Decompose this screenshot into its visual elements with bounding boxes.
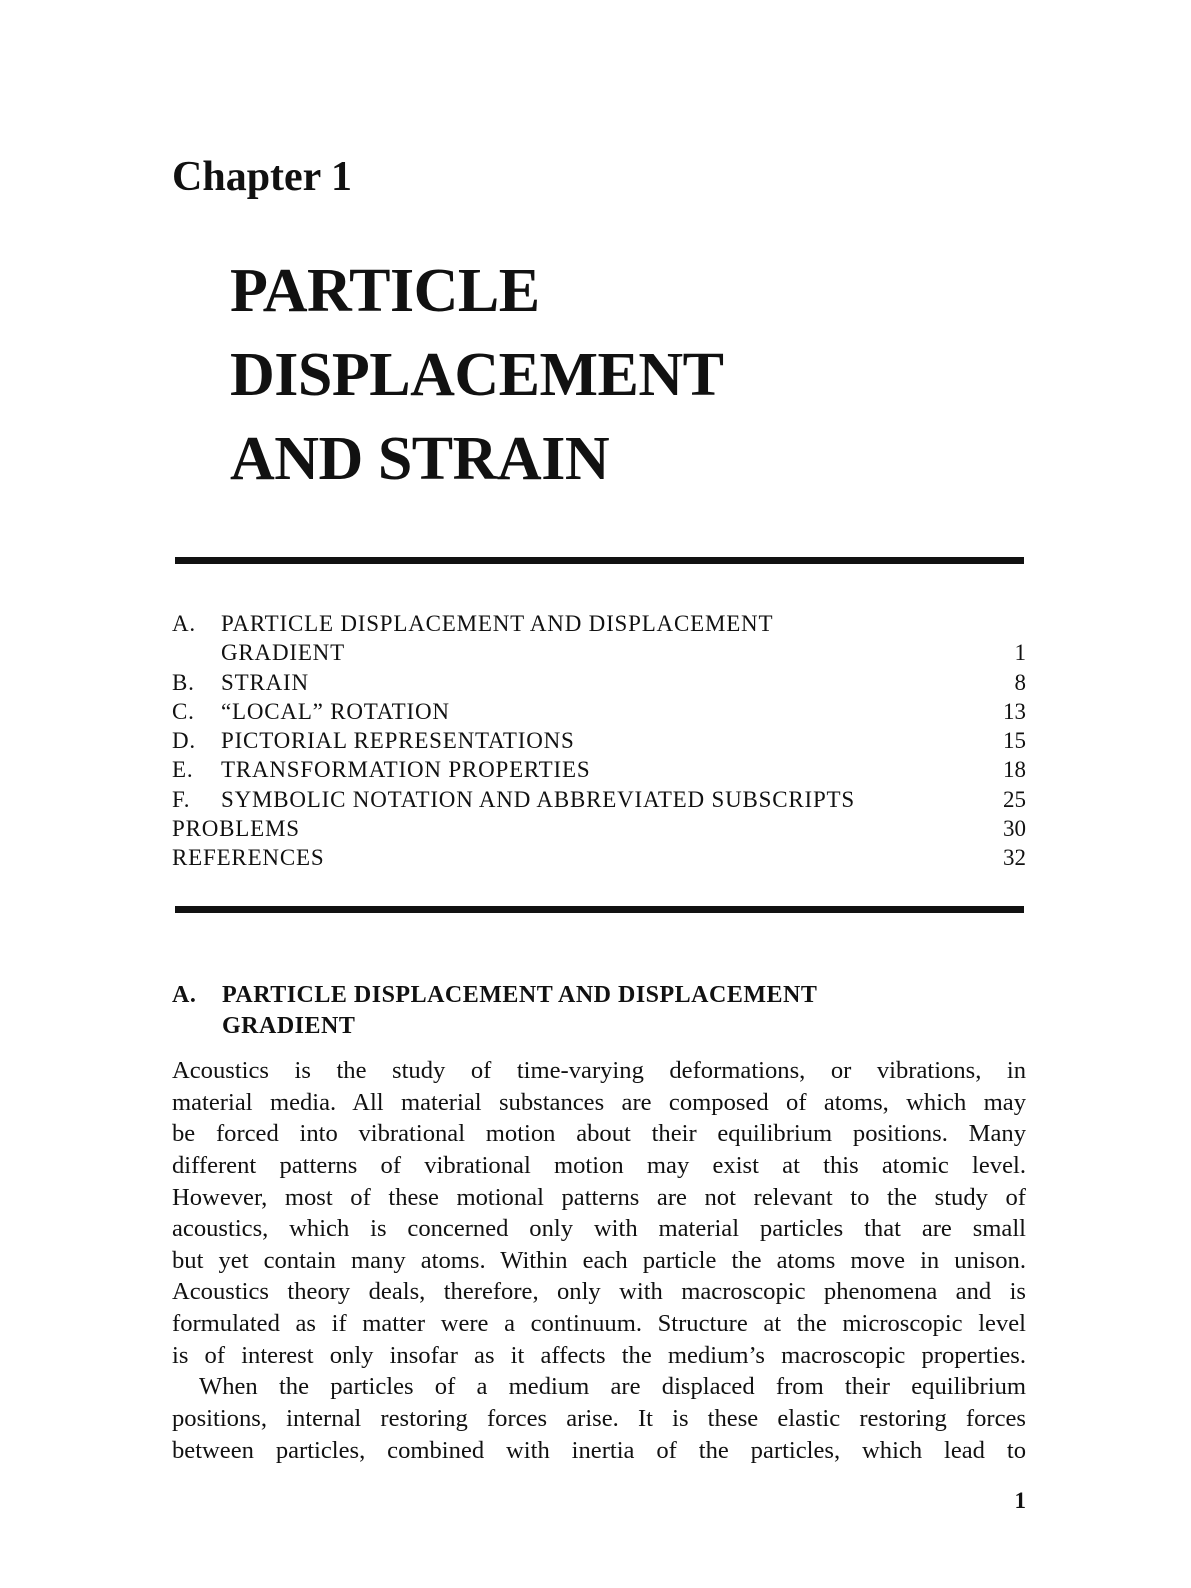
toc-entry bbox=[172, 697, 1026, 726]
toc-page: 15 bbox=[1003, 728, 1026, 754]
chapter-label: Chapter 1 bbox=[172, 154, 353, 200]
chapter-title-line: AND STRAIN bbox=[230, 425, 610, 493]
toc-letter: B. bbox=[172, 669, 195, 695]
toc-text: PROBLEMS bbox=[172, 816, 300, 842]
chapter-title-line: PARTICLE bbox=[230, 257, 540, 325]
toc-letter: C. bbox=[172, 698, 195, 724]
body-line: between particles, combined with inertia of the particles, which lead to bbox=[172, 1436, 1026, 1464]
body-line: positions, internal restoring forces arise. It is these elastic restoring forces bbox=[172, 1405, 1026, 1433]
toc-text: “LOCAL” ROTATION bbox=[221, 698, 450, 724]
body-line: When the particles of a medium are displaced from their equilibrium bbox=[199, 1373, 1026, 1401]
body-line: is of interest only insofar as it affects the medium’s macroscopic properties. bbox=[172, 1341, 1026, 1369]
top-divider-rule bbox=[175, 557, 1024, 564]
body-line: be forced into vibrational motion about their equilibrium positions. Many bbox=[172, 1120, 1026, 1148]
table-of-contents bbox=[172, 609, 1026, 873]
toc-page: 25 bbox=[1003, 786, 1026, 812]
toc-entry bbox=[172, 755, 1026, 784]
toc-entry bbox=[172, 726, 1026, 755]
body-line: However, most of these motional patterns are not relevant to the study of bbox=[172, 1183, 1026, 1211]
toc-text: REFERENCES bbox=[172, 845, 325, 871]
body-line: Acoustics theory deals, therefore, only with macroscopic phenomena and is bbox=[172, 1278, 1026, 1306]
toc-text: GRADIENT bbox=[221, 640, 345, 666]
toc-letter: F. bbox=[172, 786, 191, 812]
section-heading-text: PARTICLE DISPLACEMENT AND DISPLACEMENT bbox=[222, 982, 818, 1008]
body-line: but yet contain many atoms. Within each particle the atoms move in unison. bbox=[172, 1246, 1026, 1274]
toc-entry bbox=[172, 609, 1026, 638]
toc-page: 30 bbox=[1003, 816, 1026, 842]
toc-entry bbox=[172, 814, 1026, 843]
toc-page: 8 bbox=[1014, 669, 1026, 695]
bottom-divider-rule bbox=[175, 906, 1024, 913]
section-heading bbox=[172, 980, 1026, 1042]
body-line: Acoustics is the study of time-varying deformations, or vibrations, in bbox=[172, 1057, 1026, 1084]
toc-letter: D. bbox=[172, 728, 196, 754]
toc-page: 32 bbox=[1003, 845, 1026, 871]
body-line: different patterns of vibrational motion may exist at this atomic level. bbox=[172, 1151, 1026, 1179]
section-heading-text: GRADIENT bbox=[222, 1013, 356, 1039]
page-number: 1 bbox=[1014, 1488, 1026, 1513]
body-line: material media. All material substances are composed of atoms, which may bbox=[172, 1088, 1026, 1116]
toc-entry bbox=[172, 668, 1026, 697]
body-paragraphs bbox=[172, 1055, 1026, 1466]
toc-page: 13 bbox=[1003, 698, 1026, 724]
toc-letter: E. bbox=[172, 757, 194, 783]
toc-entry-continuation bbox=[172, 638, 1026, 667]
toc-text: STRAIN bbox=[221, 669, 309, 695]
chapter-title-line: DISPLACEMENT bbox=[230, 341, 724, 409]
toc-entry bbox=[172, 843, 1026, 872]
toc-text: SYMBOLIC NOTATION AND ABBREVIATED SUBSCRIPTS bbox=[221, 786, 855, 812]
toc-letter: A. bbox=[172, 611, 196, 636]
body-line: acoustics, which is concerned only with material particles that are small bbox=[172, 1215, 1026, 1243]
toc-text: TRANSFORMATION PROPERTIES bbox=[221, 757, 591, 783]
toc-text: PARTICLE DISPLACEMENT AND DISPLACEMENT bbox=[221, 611, 774, 636]
toc-entry bbox=[172, 785, 1026, 814]
section-letter: A. bbox=[172, 982, 197, 1008]
chapter-title bbox=[230, 249, 724, 501]
toc-text: PICTORIAL REPRESENTATIONS bbox=[221, 728, 575, 754]
toc-page: 1 bbox=[1014, 640, 1026, 666]
toc-page: 18 bbox=[1003, 757, 1026, 783]
body-line: formulated as if matter were a continuum. Structure at the microscopic level bbox=[172, 1310, 1026, 1338]
